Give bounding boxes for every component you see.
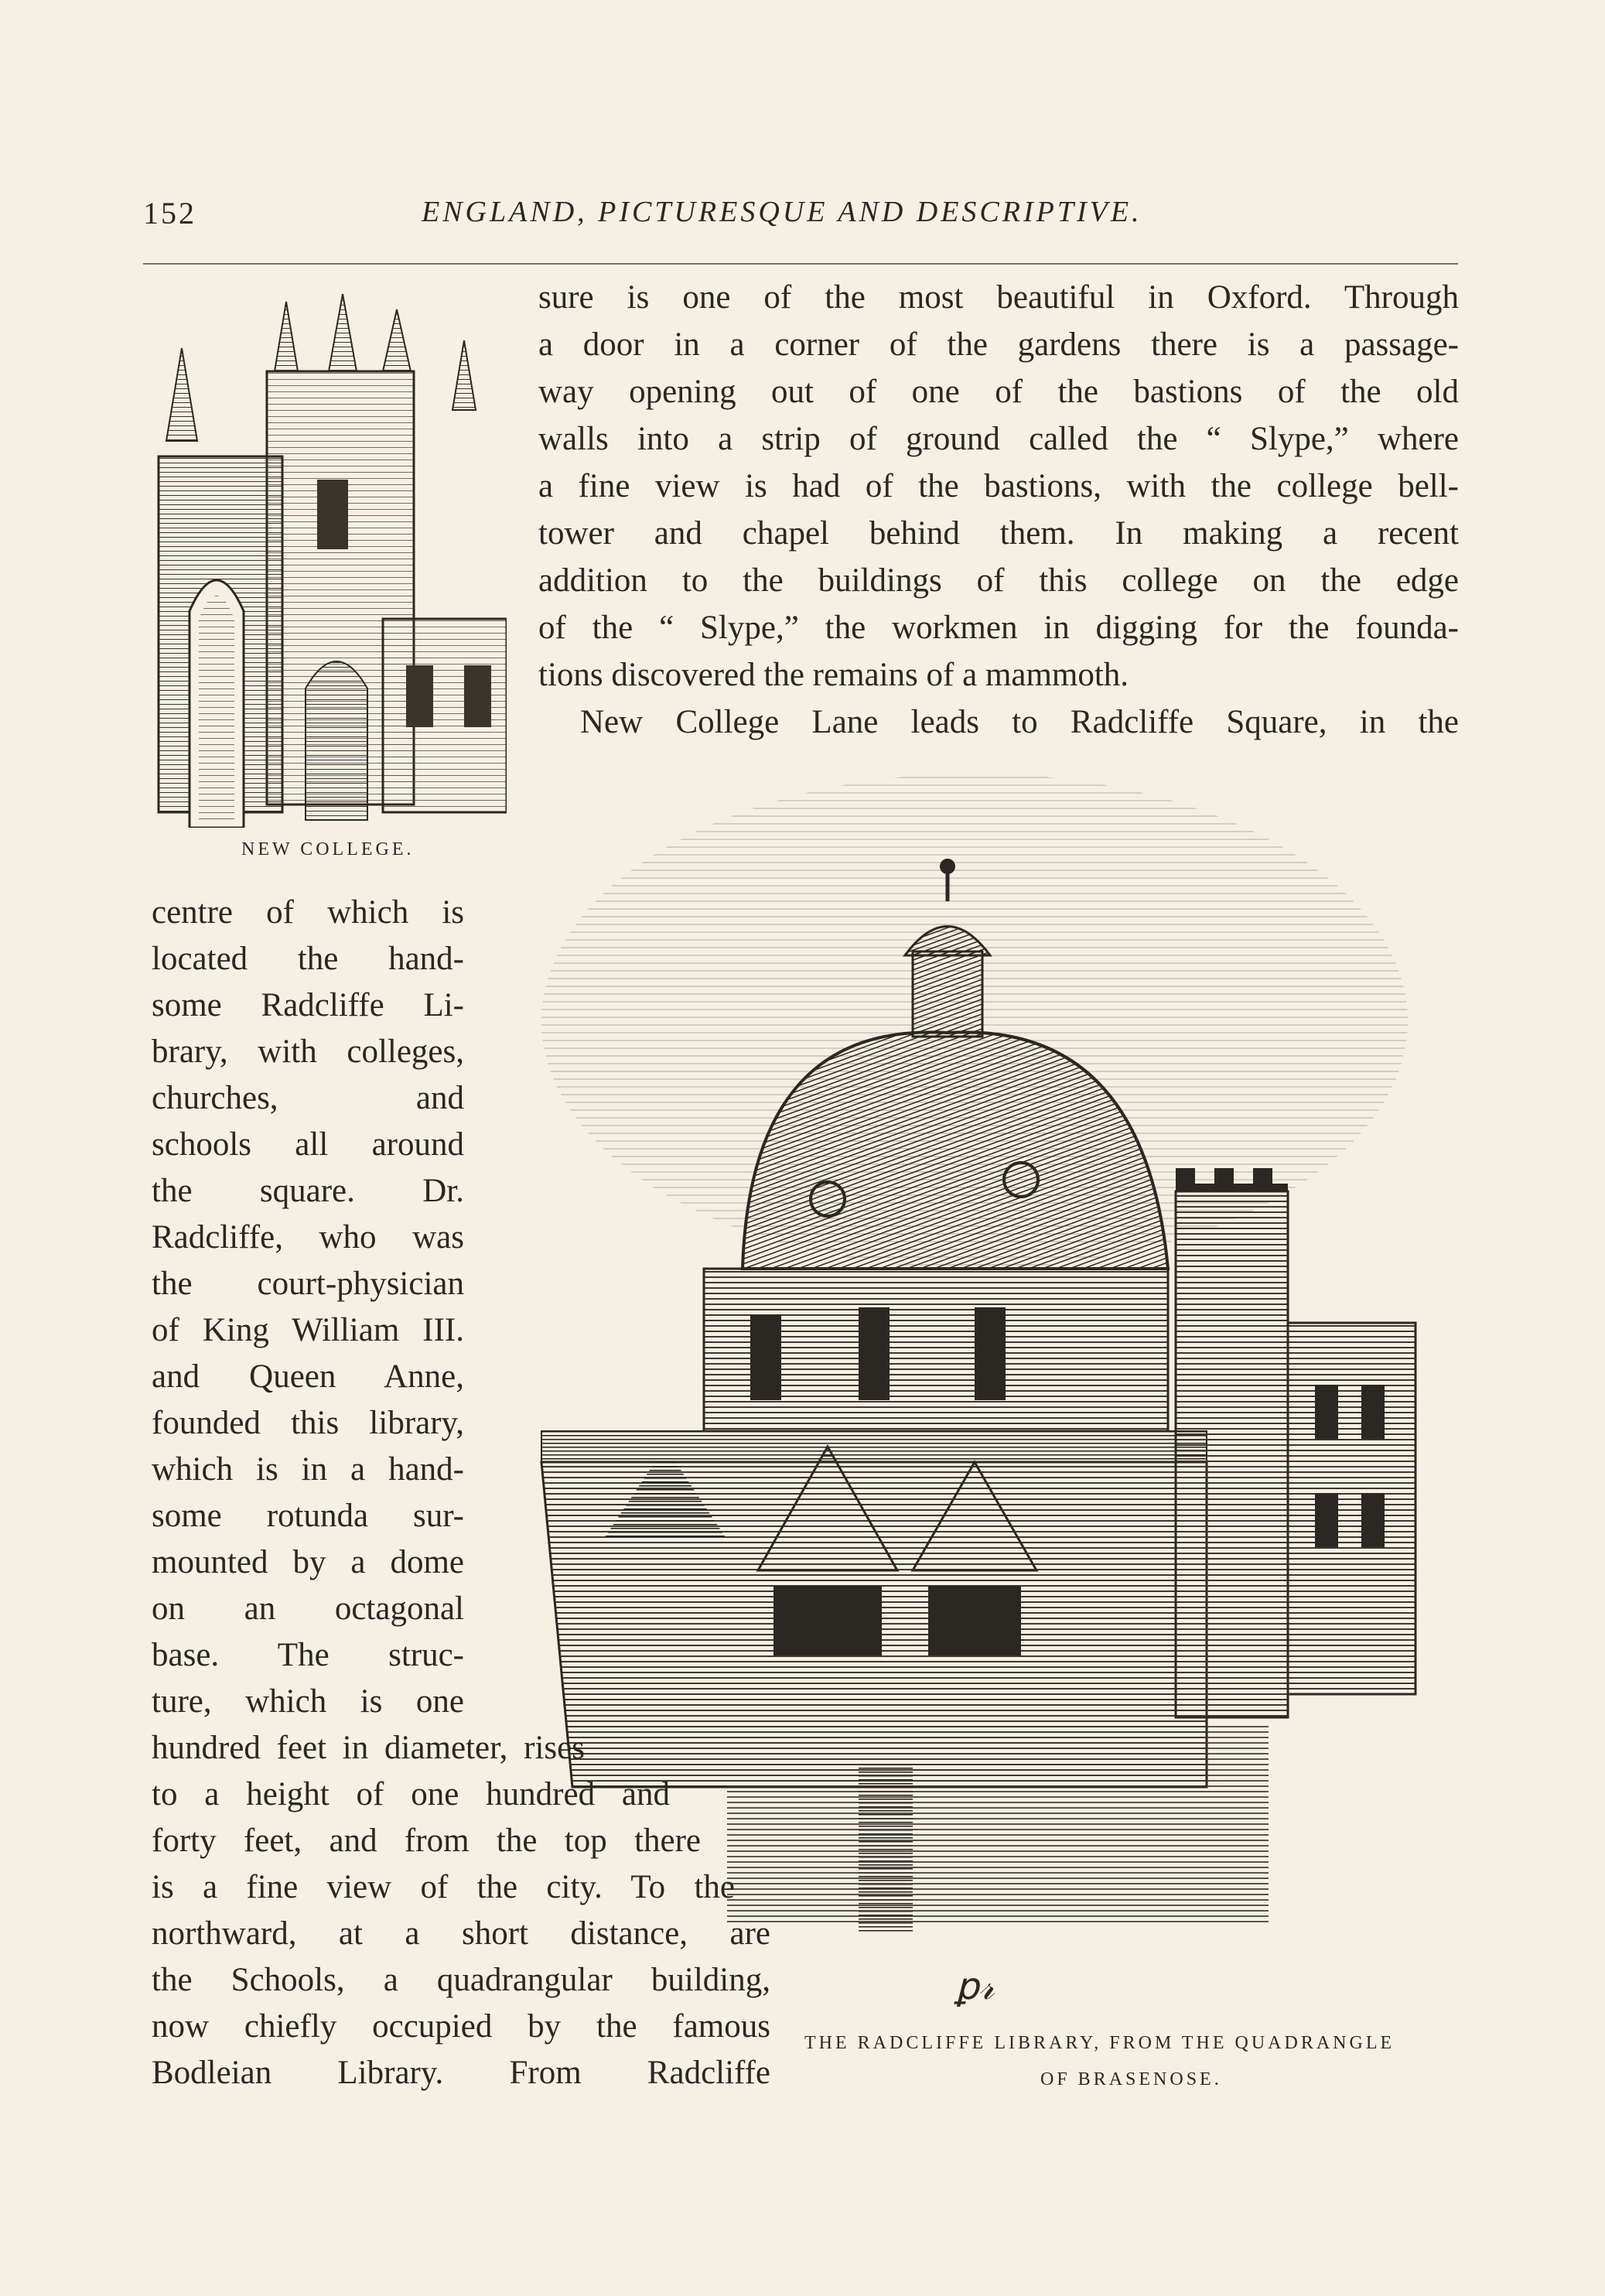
text-line: base. The struc- [152, 1637, 464, 1673]
text-line: New College Lane leads to Radcliffe Square, in the [580, 704, 1459, 740]
text-line: on an octagonal [152, 1590, 464, 1627]
text-line: schools all around [152, 1126, 464, 1163]
caption-radcliffe-line2: OF BRASENOSE. [1040, 2069, 1222, 2089]
text-line: mounted by a dome [152, 1544, 464, 1580]
caption-new-college: NEW COLLEGE. [241, 839, 415, 859]
text-line: the square. Dr. [152, 1173, 464, 1209]
text-line: the Schools, a quadrangular building, [152, 1962, 770, 1998]
engraver-signature: ꝑ𝓇 [955, 1966, 995, 2007]
text-line: sure is one of the most beautiful in Oxford. Through [538, 279, 1459, 316]
text-line: the court-physician [152, 1266, 464, 1302]
running-title: ENGLAND, PICTURESQUE AND DESCRIPTIVE. [422, 196, 1142, 228]
text-line: and Queen Anne, [152, 1358, 464, 1395]
text-line: northward, at a short distance, are [152, 1915, 770, 1952]
text-line: some rotunda sur- [152, 1498, 464, 1534]
text-line: addition to the buildings of this college on the edge [538, 562, 1459, 599]
text-line: a door in a corner of the gardens there is a passage- [538, 326, 1459, 363]
text-line: churches, and [152, 1080, 464, 1116]
page-number: 152 [143, 196, 196, 231]
text-line: to a height of one hundred and [152, 1776, 670, 1813]
text-line: tions discovered the remains of a mammoth. [538, 657, 1129, 693]
text-line: brary, with colleges, [152, 1034, 464, 1070]
text-line: is a fine view of the city. To the [152, 1869, 735, 1905]
text-line: located the hand- [152, 941, 464, 977]
text-line: a fine view is had of the bastions, with the college bell- [538, 468, 1459, 504]
text-line: which is in a hand- [152, 1451, 464, 1488]
caption-radcliffe-line1: THE RADCLIFFE LIBRARY, FROM THE QUADRANGLE [804, 2033, 1395, 2053]
new-college-engraving [151, 286, 507, 828]
text-line: way opening out of one of the bastions of the old [538, 374, 1459, 410]
text-line: of King William III. [152, 1312, 464, 1348]
text-line: walls into a strip of ground called the “ Slype,” where [538, 421, 1459, 457]
text-line: tower and chapel behind them. In making a recent [538, 515, 1459, 552]
text-line: Bodleian Library. From Radcliffe [152, 2055, 770, 2091]
text-line: ture, which is one [152, 1683, 464, 1720]
text-line: some Radcliffe Li- [152, 987, 464, 1023]
text-line: of the “ Slype,” the workmen in digging for the founda- [538, 610, 1459, 646]
header-rule [143, 263, 1458, 265]
text-line: now chiefly occupied by the famous [152, 2008, 770, 2045]
text-line: Radcliffe, who was [152, 1219, 464, 1256]
text-line: hundred feet in diameter, rises [152, 1730, 585, 1766]
text-line: centre of which is [152, 894, 464, 931]
page-header [143, 195, 1458, 241]
text-line: forty feet, and from the top there [152, 1823, 701, 1859]
text-line: founded this library, [152, 1405, 464, 1441]
